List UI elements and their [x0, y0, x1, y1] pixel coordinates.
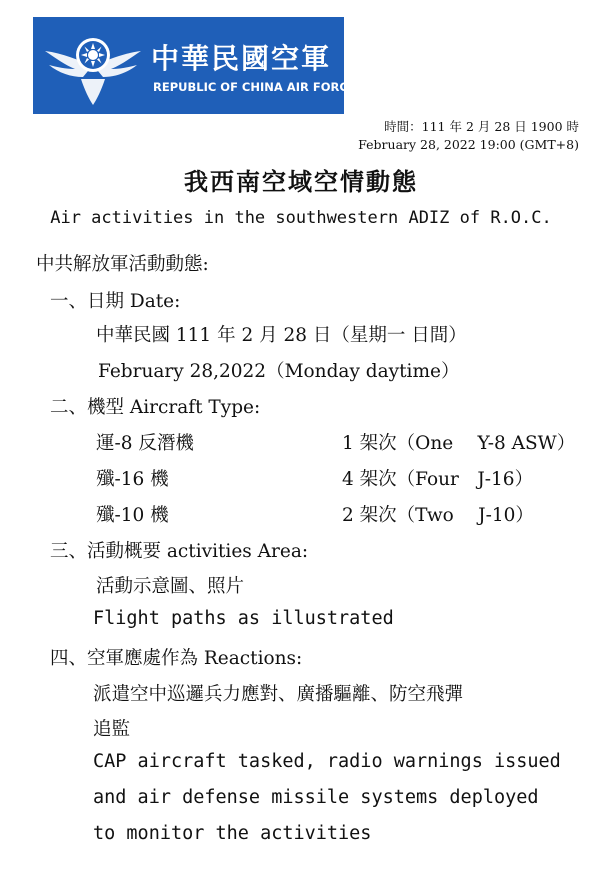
aircraft-count: 1 架次（One Y-8 ASW） — [342, 433, 576, 454]
aircraft-type: 殲-16 機 — [96, 469, 169, 490]
section-date-heading: 一、日期 Date: — [50, 291, 181, 312]
aircraft-type: 運-8 反潛機 — [96, 433, 194, 454]
section-aircraft-heading: 二、機型 Aircraft Type: — [50, 397, 261, 418]
date-line-en: February 28,2022（Monday daytime） — [98, 361, 460, 382]
reactions-line-en: and air defense missile systems deployed — [93, 787, 539, 808]
timestamp-en: February 28, 2022 19:00 (GMT+8) — [358, 137, 579, 152]
reactions-line-cn: 派遣空中巡邏兵力應對、廣播驅離、防空飛彈 — [93, 684, 464, 705]
reactions-line-en: to monitor the activities — [93, 823, 372, 844]
aircraft-row — [96, 501, 534, 527]
timestamp-cn: 時間：111 年 2 月 28 日 1900 時 — [384, 119, 579, 134]
aircraft-row — [96, 429, 576, 455]
roc-air-force-emblem-icon — [41, 25, 145, 107]
aircraft-count: 2 架次（Two J-10） — [342, 505, 534, 526]
aircraft-row — [96, 465, 534, 491]
section-activities-heading: 三、活動概要 activities Area: — [50, 541, 309, 562]
aircraft-count: 4 架次（Four J-16） — [342, 469, 534, 490]
intro-heading: 中共解放軍活動動態: — [36, 254, 209, 275]
activities-line-en: Flight paths as illustrated — [93, 608, 394, 629]
page-title-en: Air activities in the southwestern ADIZ of R.O.C. — [50, 208, 552, 228]
section-reactions-heading: 四、空軍應處作為 Reactions: — [50, 648, 303, 669]
org-name-en: REPUBLIC OF CHINA AIR FORCE — [153, 80, 356, 94]
activities-line-cn: 活動示意圖、照片 — [96, 576, 245, 597]
date-line-cn: 中華民國 111 年 2 月 28 日（星期一 日間） — [96, 325, 467, 346]
aircraft-type: 殲-10 機 — [96, 505, 169, 526]
reactions-line-cn: 追監 — [93, 719, 131, 740]
header-banner — [33, 17, 356, 114]
org-name-cn: 中華民國空軍 — [151, 42, 332, 75]
page-title-cn: 我西南空域空情動態 — [184, 167, 418, 196]
reactions-line-en: CAP aircraft tasked, radio warnings issued — [93, 751, 561, 772]
